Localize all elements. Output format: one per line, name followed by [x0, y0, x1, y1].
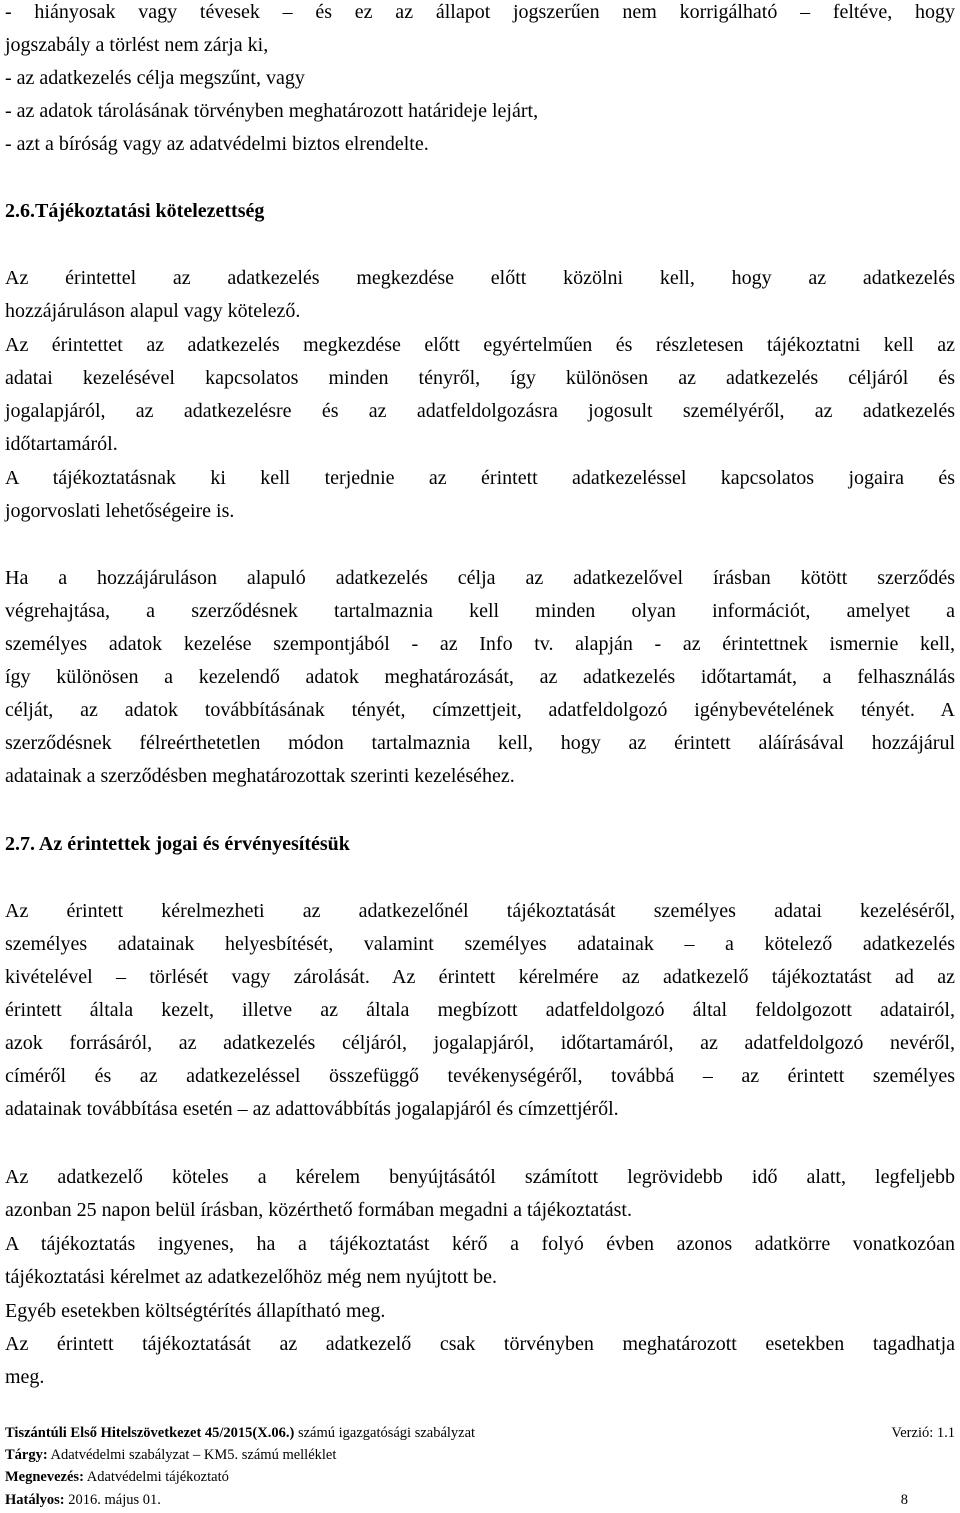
paragraph-line: Az érintett tájékoztatását az adatkezelő csak törvényben meghatározott esetekben tagadhatja	[5, 1333, 955, 1355]
footer-subject-value: Adatvédelmi szabályzat – KM5. számú melléklet	[47, 1447, 337, 1463]
paragraph-line: időtartamáról.	[5, 433, 118, 455]
footer-name-label: Megnevezés:	[5, 1469, 84, 1485]
paragraph-line: végrehajtása, a szerződésnek tartalmaznia kell minden olyan információt, amelyet a	[5, 600, 955, 622]
footer-effective-value: 2016. május 01.	[64, 1492, 161, 1508]
footer-subject-label: Tárgy:	[5, 1447, 48, 1463]
list-item: - az adatok tárolásának törvényben meghatározott határideje lejárt,	[5, 100, 539, 122]
paragraph-line: jogalapjáról, az adatkezelésre és az adatfeldolgozásra jogosult személyéről, az adatkezelés	[5, 400, 955, 422]
paragraph-line: címéről és az adatkezeléssel összefüggő tevékenységéről, továbbá – az érintett személyes	[5, 1065, 955, 1087]
paragraph-line: Ha a hozzájáruláson alapuló adatkezelés célja az adatkezelővel írásban kötött szerződés	[5, 567, 955, 589]
paragraph-line: adatai kezelésével kapcsolatos minden tényről, így különösen az adatkezelés céljáról és	[5, 367, 955, 389]
list-item: - hiányosak vagy tévesek – és ez az állapot jogszerűen nem korrigálható – feltéve, hogy	[5, 1, 955, 23]
paragraph-line: hozzájáruláson alapul vagy kötelező.	[5, 300, 301, 322]
footer-org: Tiszántúli Első Hitelszövetkezet 45/2015(X.06.)	[5, 1425, 295, 1441]
paragraph-line: személyes adatainak helyesbítését, valamint személyes adatainak – a kötelező adatkezelés	[5, 933, 955, 955]
list-item: - azt a bíróság vagy az adatvédelmi biztos elrendelte.	[5, 133, 429, 155]
paragraph-line: célját, az adatok továbbításának tényét, címzettjeit, adatfeldolgozó igénybevételének tényét. A	[5, 699, 955, 721]
paragraph-line: kivételével – törlését vagy zárolását. Az érintett kérelmére az adatkezelő tájékoztatást ad az	[5, 966, 955, 988]
paragraph-line: jogorvoslati lehetőségeire is.	[5, 500, 235, 522]
paragraph-line: Az adatkezelő köteles a kérelem benyújtásától számított legrövidebb idő alatt, legfeljebb	[5, 1166, 955, 1188]
paragraph-line: azok forrásáról, az adatkezelés céljáról, jogalapjáról, időtartamáról, az adatfeldolgozó nevéről,	[5, 1032, 955, 1054]
footer-name-line	[5, 1468, 229, 1486]
paragraph-line: Egyéb esetekben költségtérítés állapítható meg.	[5, 1300, 386, 1322]
paragraph-line: érintett általa kezelt, illetve az általa megbízott adatfeldolgozó által feldolgozott adatairól,	[5, 999, 955, 1021]
footer-org-line	[5, 1424, 475, 1442]
paragraph-line: A tájékoztatásnak ki kell terjednie az érintett adatkezeléssel kapcsolatos jogaira és	[5, 467, 955, 489]
paragraph-line: azonban 25 napon belül írásban, közérthető formában megadni a tájékoztatást.	[5, 1199, 632, 1221]
paragraph-line: személyes adatok kezelése szempontjából - az Info tv. alapján - az érintettnek ismernie kell,	[5, 633, 955, 655]
section-heading-2-6: 2.6.Tájékoztatási kötelezettség	[5, 200, 265, 222]
paragraph-line: adatainak továbbítása esetén – az adattovábbítás jogalapjáról és címzettjéről.	[5, 1098, 619, 1120]
footer-effective-line	[5, 1491, 161, 1509]
paragraph-line: szerződésnek félreérthetetlen módon tartalmaznia kell, hogy az érintett aláírásával hozzájárul	[5, 732, 955, 754]
paragraph-line: meg.	[5, 1366, 45, 1388]
section-heading-2-7: 2.7. Az érintettek jogai és érvényesítésük	[5, 833, 350, 855]
paragraph-line: adatainak a szerződésben meghatározottak szerinti kezeléséhez.	[5, 765, 515, 787]
list-item: jogszabály a törlést nem zárja ki,	[5, 34, 269, 56]
paragraph-line: tájékoztatási kérelmet az adatkezelőhöz még nem nyújtott be.	[5, 1266, 498, 1288]
footer-effective-label: Hatályos:	[5, 1492, 65, 1508]
page-number: 8	[900, 1492, 908, 1508]
footer-name-value: Adatvédelmi tájékoztató	[83, 1469, 229, 1485]
paragraph-line: A tájékoztatás ingyenes, ha a tájékoztatást kérő a folyó évben azonos adatkörre vonatkozóan	[5, 1233, 955, 1255]
paragraph-line: Az érintettet az adatkezelés megkezdése előtt egyértelműen és részletesen tájékoztatni kell az	[5, 334, 955, 356]
paragraph-line: így különösen a kezelendő adatok meghatározását, az adatkezelés időtartamát, a felhasználás	[5, 666, 955, 688]
footer-subject-line	[5, 1446, 336, 1464]
paragraph-line: Az érintettel az adatkezelés megkezdése előtt közölni kell, hogy az adatkezelés	[5, 267, 955, 289]
footer-org-suffix: számú igazgatósági szabályzat	[294, 1425, 476, 1441]
footer-version: Verzió: 1.1	[891, 1425, 955, 1441]
paragraph-line: Az érintett kérelmezheti az adatkezelőnél tájékoztatását személyes adatai kezeléséről,	[5, 900, 955, 922]
list-item: - az adatkezelés célja megszűnt, vagy	[5, 67, 305, 89]
